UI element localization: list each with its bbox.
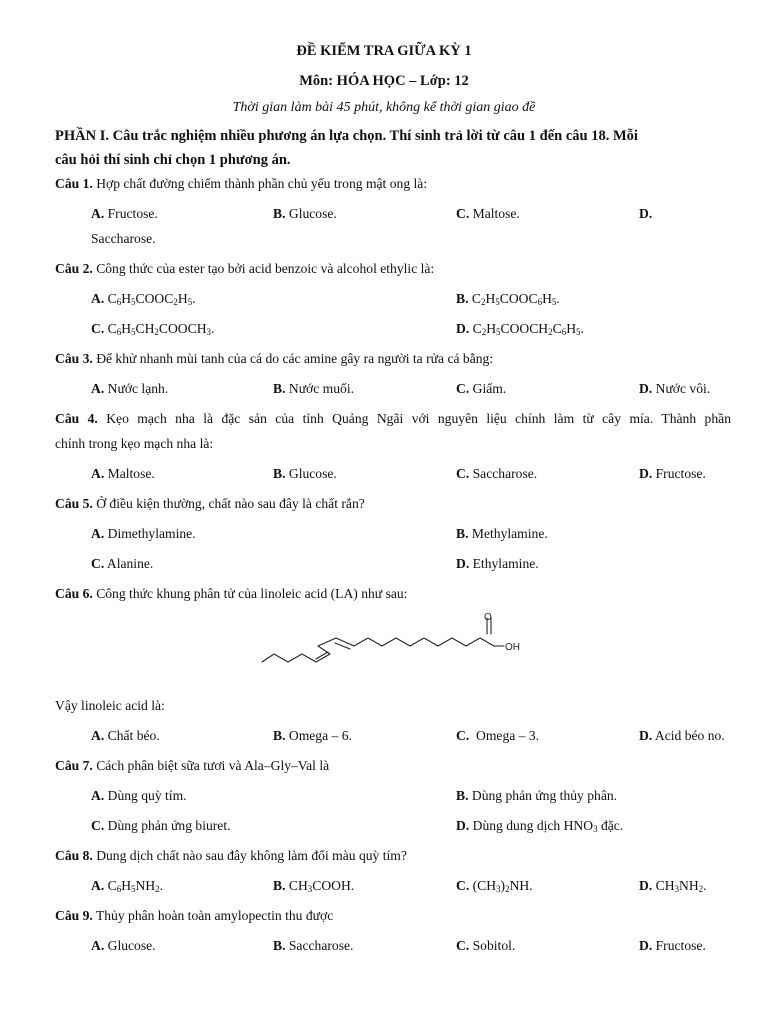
question-5: Câu 5. Ở điều kiện thường, chất nào sau đây là chất rắn? [55, 496, 365, 511]
q2-option-a: A. $C_6H_5COOC_2H_5$. [91, 291, 196, 307]
q7-option-c: C. Dùng phản ứng biuret. [91, 818, 231, 833]
q9-option-b: B. Saccharose. [273, 938, 354, 953]
q7-option-d: D. Dùng dung dịch $HNO_3$ đặc. [456, 818, 624, 834]
q9-option-c: C. Sobitol. [456, 938, 516, 953]
question-6-followup: Vậy linoleic acid là: [55, 698, 165, 713]
q3-option-a: A. Nước lạnh. [91, 381, 169, 396]
section-heading-line1: PHẦN I. Câu trắc nghiệm nhiều phương án lựa chọn. Thí sinh trả lời từ câu 1 đến câu 18. Mỗi [55, 128, 638, 144]
q7-option-a: A. Dùng quỳ tím. [91, 788, 187, 803]
question-7: Câu 7. Cách phân biệt sữa tươi và Ala–Gly–Val là [55, 758, 330, 773]
q9-option-a: A. Glucose. [91, 938, 156, 953]
question-1: Câu 1. Hợp chất đường chiếm thành phần chủ yếu trong mật ong là: [55, 176, 428, 191]
exam-time-note: Thời gian làm bài 45 phút, không kể thời gian giao đề [232, 100, 536, 115]
linoleic-acid-skeletal-formula [258, 612, 540, 682]
question-3: Câu 3. Để khử nhanh mùi tanh của cá do các amine gây ra người ta rửa cá bằng: [55, 351, 494, 366]
question-6: Câu 6. Công thức khung phân tử của linoleic acid (LA) như sau: [55, 586, 408, 601]
q4-option-a: A. Maltose. [91, 466, 155, 481]
q1-option-c: C. Maltose. [456, 206, 520, 221]
q2-option-d: D. $C_2H_5COOCH_2C_6H_5$. [456, 321, 584, 337]
q9-option-d: D. Fructose. [639, 938, 706, 953]
section-heading-line2: câu hỏi thí sinh chỉ chọn 1 phương án. [55, 152, 291, 168]
q2-option-b: B. $C_2H_5COOC_6H_5$. [456, 291, 560, 307]
q1-option-b: B. Glucose. [273, 206, 337, 221]
q7-option-b: B. Dùng phản ứng thủy phân. [456, 788, 618, 803]
question-4-line1: Câu 4. Kẹo mạch nha là đặc sản của tỉnh Quảng Ngãi với nguyên liệu chính làm từ cây mía. Thành phần [55, 411, 731, 426]
q1-option-a: A. Fructose. [91, 206, 158, 221]
q6-option-a: A. Chất béo. [91, 728, 160, 743]
q6-option-d: D. Acid béo no. [639, 728, 725, 743]
question-9: Câu 9. Thủy phân hoàn toàn amylopectin thu được [55, 908, 334, 923]
q4-option-c: C. Saccharose. [456, 466, 538, 481]
q5-option-b: B. Methylamine. [456, 526, 548, 541]
q3-option-b: B. Nước muối. [273, 381, 355, 396]
q3-option-c: C. Giấm. [456, 381, 507, 396]
q6-option-b: B. Omega – 6. [273, 728, 352, 743]
q6-option-c: C. Omega – 3. [456, 728, 540, 743]
q1-option-d-text: Saccharose. [91, 231, 156, 246]
q2-option-c: C. $C_6H_5CH_2COOCH_3$. [91, 321, 215, 337]
exam-title: ĐỀ KIỂM TRA GIỮA KỲ 1 [296, 43, 472, 59]
q5-option-d: D. Ethylamine. [456, 556, 539, 571]
q5-option-a: A. Dimethylamine. [91, 526, 196, 541]
question-2: Câu 2. Công thức của ester tạo bởi acid benzoic và alcohol ethylic là: [55, 261, 435, 276]
hydroxyl-label: OH [505, 642, 520, 653]
q1-option-d-label: D. [639, 206, 653, 221]
q8-option-c: C. $(CH_3)_2NH$. [456, 878, 533, 894]
q4-option-b: B. Glucose. [273, 466, 337, 481]
svg-text:O: O [484, 612, 492, 623]
q8-option-b: B. $CH_3COOH$. [273, 878, 355, 894]
q4-option-d: D. Fructose. [639, 466, 706, 481]
q8-option-d: D. $CH_3NH_2$. [639, 878, 707, 894]
q3-option-d: D. Nước vôi. [639, 381, 711, 396]
exam-subject: Môn: HÓA HỌC – Lớp: 12 [299, 73, 469, 89]
question-4-line2: chính trong kẹo mạch nha là: [55, 436, 214, 451]
q5-option-c: C. Alanine. [91, 556, 154, 571]
question-8: Câu 8. Dung dịch chất nào sau đây không làm đổi màu quỳ tím? [55, 848, 407, 863]
q8-option-a: A. $C_6H_5NH_2$. [91, 878, 164, 894]
